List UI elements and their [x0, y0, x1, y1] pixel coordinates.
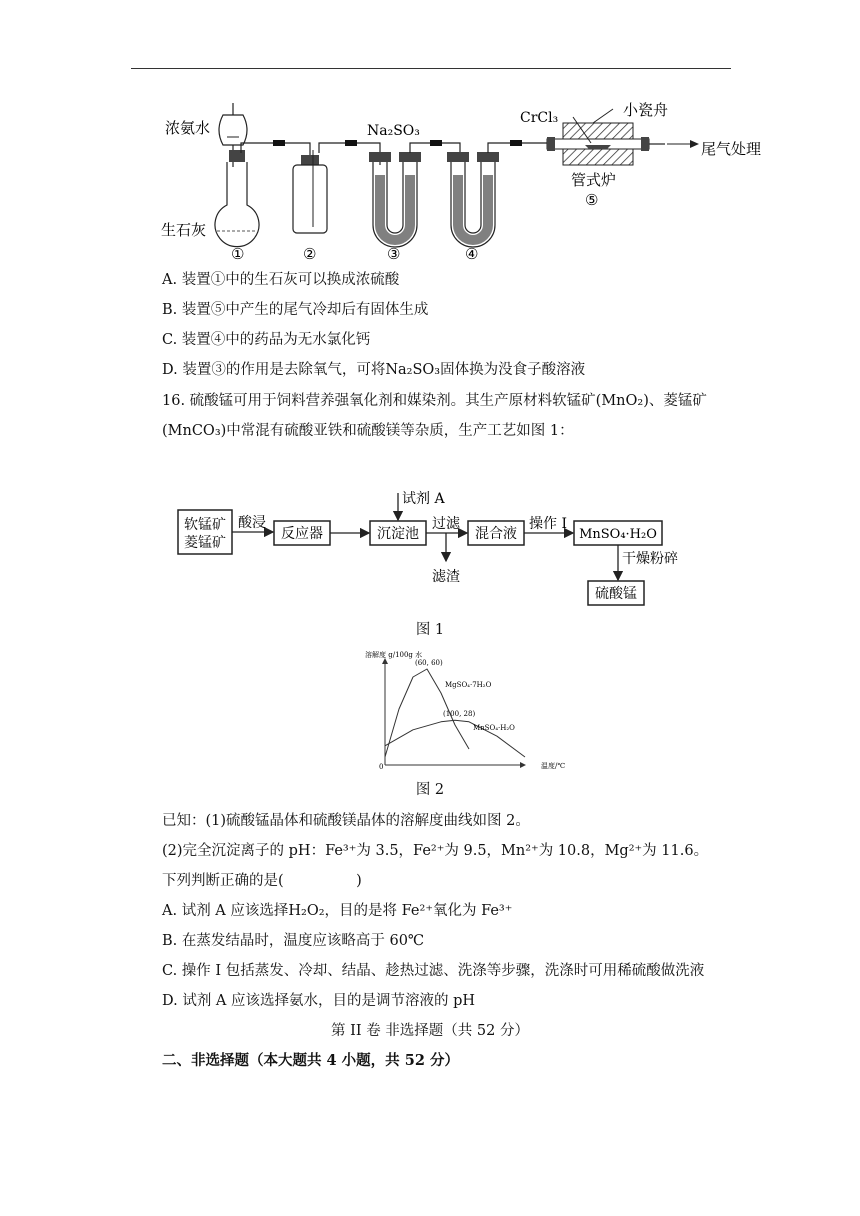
q16-option-c: C. 操作 I 包括蒸发、冷却、结晶、趁热过滤、洗涤等步骤，洗涤时可用稀硫酸做洗液	[162, 963, 705, 979]
series-name-label-1: MnSO₄·H₂O	[473, 723, 515, 732]
q16-option-b: B. 在蒸发结晶时，温度应该略高于 60℃	[162, 933, 425, 949]
flow-filter: 过滤	[432, 516, 460, 532]
series-name-label-0: MgSO₄·7H₂O	[445, 681, 492, 689]
flow-reagent-a: 试剂 A	[402, 491, 445, 507]
flow-dry-crush: 干燥粉碎	[622, 551, 678, 567]
series-peak-label-0: (60, 60)	[415, 659, 443, 667]
flow-operation: 操作 I	[529, 516, 567, 532]
process-flow-diagram	[170, 485, 690, 610]
y-axis-label: 溶解度 g/100g 水	[365, 651, 423, 659]
device-number-1: ①	[231, 245, 245, 263]
flow-product: MnSO₄·H₂O	[579, 527, 657, 542]
flow-residue: 滤渣	[432, 569, 460, 585]
flow-mixed-liquid: 混合液	[475, 526, 517, 542]
fig1-caption: 图 1	[415, 622, 445, 638]
q15-option-c: C. 装置④中的药品为无水氯化钙	[162, 332, 371, 348]
na2so3-label: Na₂SO₃	[367, 123, 420, 139]
porcelain-boat-label: 小瓷舟	[623, 101, 669, 119]
known-line2: (2)完全沉淀离子的 pH：Fe³⁺为 3.5，Fe²⁺为 9.5，Mn²⁺为 10.8，Mg²⁺为 11.6。	[162, 843, 709, 859]
q15-option-d: D. 装置③的作用是去除氧气，可将Na₂SO₃固体换为没食子酸溶液	[162, 362, 586, 378]
flow-raw1: 软锰矿	[184, 517, 226, 533]
solubility-chart	[355, 645, 575, 775]
part2-title: 二、非选择题（本大题共 4 小题，共 52 分）	[162, 1052, 459, 1069]
series-peak-label-1: (100, 28)	[443, 710, 476, 719]
flow-reactor: 反应器	[281, 526, 323, 542]
crcl3-label: CrCl₃	[520, 110, 559, 126]
tail-gas-label: 尾气处理	[701, 140, 762, 158]
apparatus-diagram	[155, 95, 775, 265]
flow-final: 硫酸锰	[595, 586, 637, 602]
x-axis-label: 温度/℃	[541, 762, 566, 770]
known-line1: 已知：(1)硫酸锰晶体和硫酸镁晶体的溶解度曲线如图 2。	[162, 813, 530, 829]
device-number-2: ②	[303, 245, 317, 263]
q16-stem-line1: 16. 硫酸锰可用于饲料营养强氧化剂和媒染剂。其生产原材料软锰矿(MnO₂)、菱锰矿	[162, 393, 707, 409]
q16-stem-line2: (MnCO₃)中常混有硫酸亚铁和硫酸镁等杂质，生产工艺如图 1：	[162, 423, 574, 439]
q16-option-a: A. 试剂 A 应该选择H₂O₂，目的是将 Fe²⁺氧化为 Fe³⁺	[162, 903, 513, 919]
device-number-4: ④	[465, 245, 479, 263]
q16-question: 下列判断正确的是( )	[162, 873, 362, 889]
top-rule	[131, 68, 731, 69]
device-number-5: ⑤	[585, 191, 599, 209]
tube-furnace-label: 管式炉	[571, 171, 617, 189]
section-title: 第 II 卷 非选择题（共 52 分）	[331, 1023, 529, 1039]
q15-option-b: B. 装置⑤中产生的尾气冷却后有固体生成	[162, 302, 429, 318]
quicklime-label: 生石灰	[161, 221, 207, 239]
flow-settling-tank: 沉淀池	[377, 526, 419, 542]
q15-option-a: A. 装置①中的生石灰可以换成浓硫酸	[162, 272, 400, 288]
flow-raw2: 菱锰矿	[184, 535, 226, 551]
conc-ammonia-label: 浓氨水	[165, 119, 211, 137]
origin-label: 0	[379, 763, 384, 771]
q16-option-d: D. 试剂 A 应该选择氨水，目的是调节溶液的 pH	[162, 993, 476, 1009]
fig2-caption: 图 2	[415, 782, 445, 798]
flow-acid-leach: 酸浸	[238, 515, 266, 531]
device-number-3: ③	[387, 245, 401, 263]
